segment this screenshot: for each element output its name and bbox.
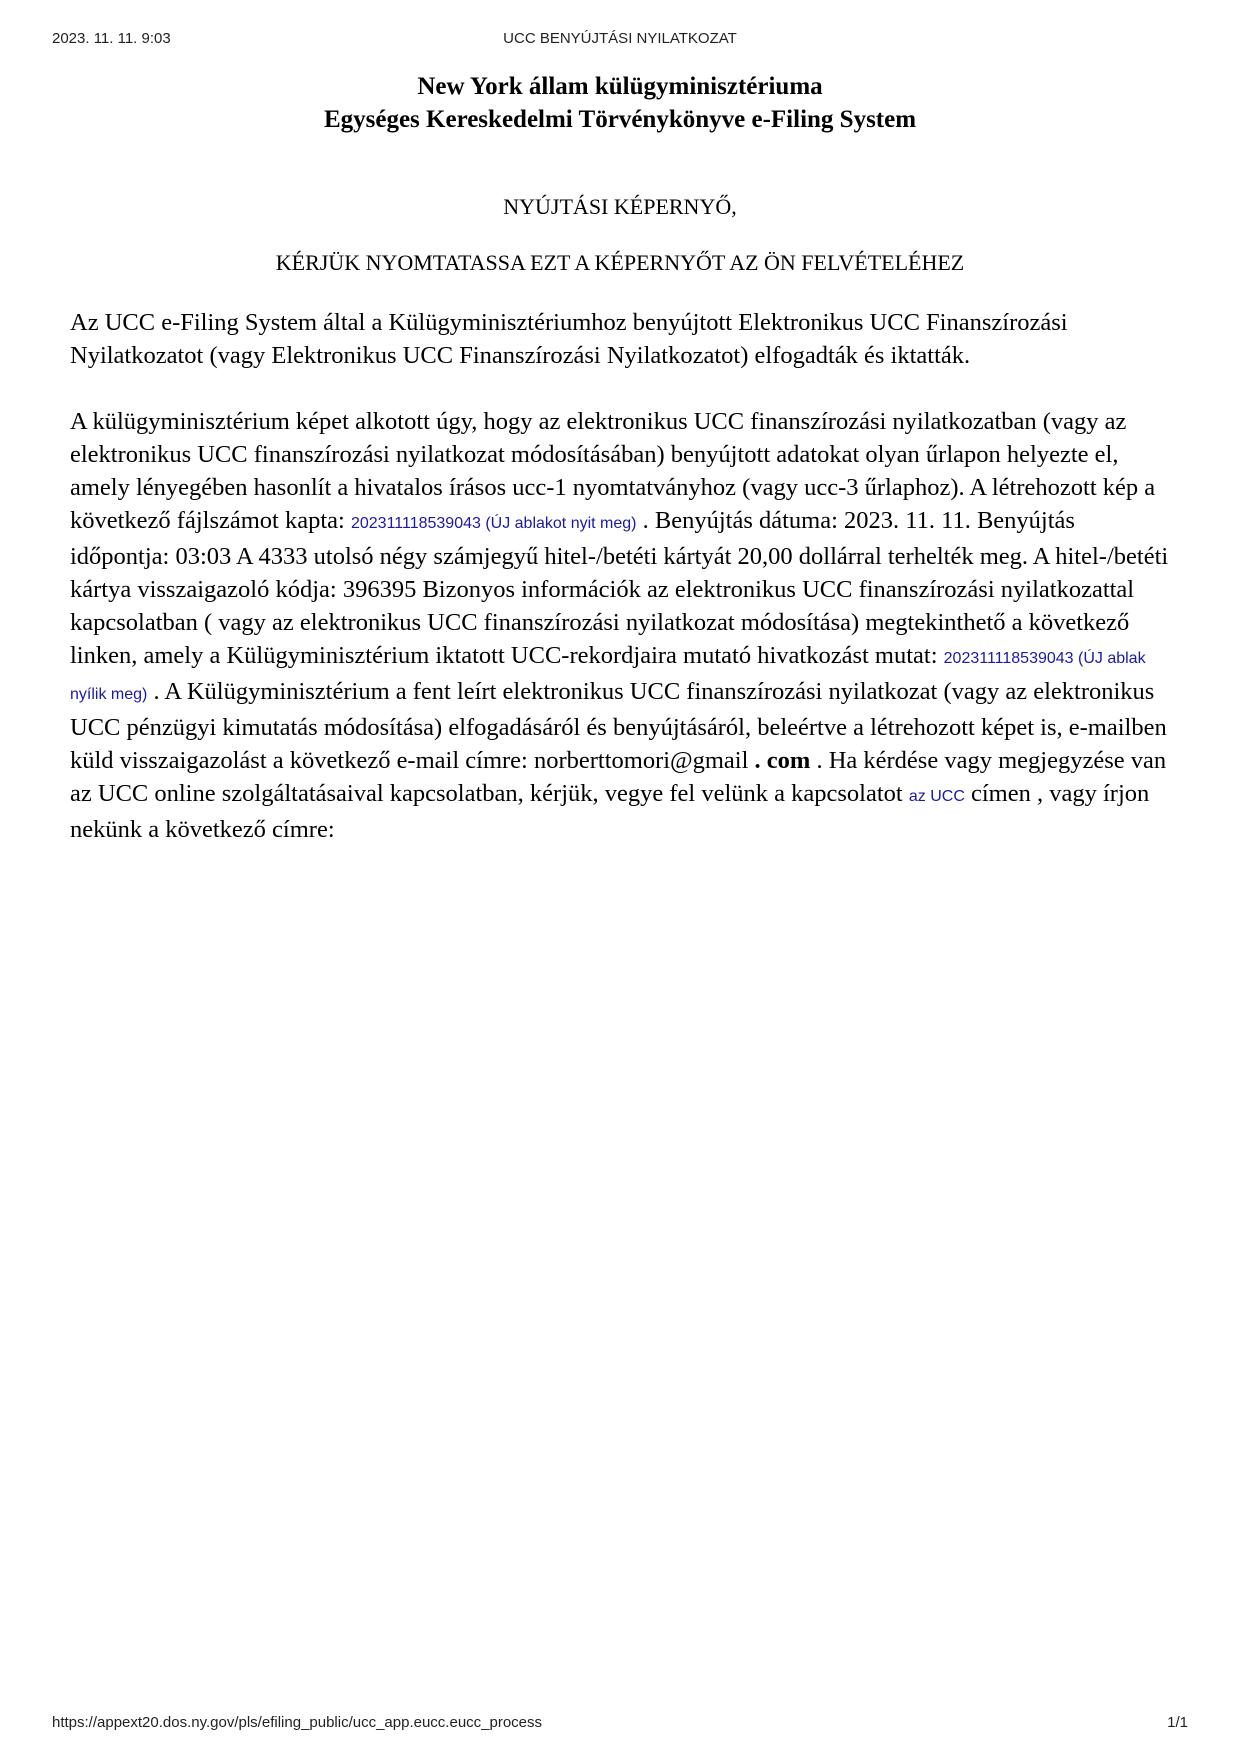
print-header-title: UCC BENYÚJTÁSI NYILATKOZAT	[503, 30, 737, 47]
acceptance-paragraph: Az UCC e-Filing System által a Külügyminisztériumhoz benyújtott Elektronikus UCC Finanszírozási Nyilatkozatot (vagy Elektronikus UCC Finanszírozási Nyilatkozatot) elfogadták és iktatták.	[70, 309, 1068, 369]
details-text-3: . A Külügyminisztérium a fent leírt elektronikus UCC finanszírozási nyilatkozat (vagy az elektronikus UCC pénzügyi kimutatás módosítása) elfogadásáról és benyújtásáról, beleértve a létrehozott képet is, e-mailben küld visszaigazolást a következő e-mail címre: norberttomori@gmail	[70, 678, 1167, 774]
title-line-1: New York állam külügyminisztériuma	[417, 73, 823, 100]
notice-line-2: KÉRJÜK NYOMTATASSA EZT A KÉPERNYŐT AZ ÖN FELVÉTELÉHEZ	[275, 250, 965, 275]
page-title	[0, 70, 1240, 136]
print-footer-url: https://appext20.dos.ny.gov/pls/efiling_public/ucc_app.eucc.eucc_process	[52, 1714, 543, 1731]
record-link[interactable]: 202311118539043 (ÚJ ablak nyílik meg)	[70, 650, 1146, 703]
title-line-2: Egységes Kereskedelmi Törvénykönyve e-Filing System	[323, 106, 917, 133]
print-footer-page: 1/1	[1167, 1714, 1188, 1731]
details-text-4: . Ha kérdése vagy megjegyzése van az UCC online szolgáltatásaival kapcsolatban, kérjük, vegye fel velünk a kapcsolatot	[70, 747, 1167, 807]
print-header-datetime: 2023. 11. 11. 9:03	[52, 30, 171, 47]
main-content	[70, 306, 1170, 879]
details-paragraph	[70, 405, 1170, 846]
details-text-1: A külügyminisztérium képet alkotott úgy, hogy az elektronikus UCC finanszírozási nyilatkozatban (vagy az elektronikus UCC finanszírozási nyilatkozat módosításában) benyújtott adatokat olyan űrlapon helyezte el, amely lényegében hasonlít a hivatalos írásos ucc-1 nyomtatványhoz (vagy ucc-3 űrlaphoz). A létrehozott kép a következő fájlszámot kapta:	[70, 408, 1156, 534]
notice-line-1: NYÚJTÁSI KÉPERNYŐ,	[503, 194, 737, 219]
ucc-contact-link[interactable]: az UCC	[908, 788, 965, 805]
details-text-2: . Benyújtás dátuma: 2023. 11. 11. Benyújtás időpontja: 03:03 A 4333 utolsó négy számjegyű hitel-/betéti kártyát 20,00 dollárral terhelték meg. A hitel-/betéti kártya visszaigazoló kódja: 396395 Bizonyos információk az elektronikus UCC finanszírozási nyilatkozattal kapcsolatban ( vagy az elektronikus UCC finanszírozási nyilatkozat módosítása) megtekinthető a következő linken, amely a Külügyminisztérium iktatott UCC-rekordjaira mutató hivatkozást mutat:	[70, 507, 1169, 669]
email-domain-suffix: . com	[754, 747, 811, 774]
details-text-5: címen , vagy írjon nekünk a következő címre:	[70, 780, 1150, 843]
file-number-link[interactable]: 202311118539043 (ÚJ ablakot nyit meg)	[350, 515, 637, 532]
